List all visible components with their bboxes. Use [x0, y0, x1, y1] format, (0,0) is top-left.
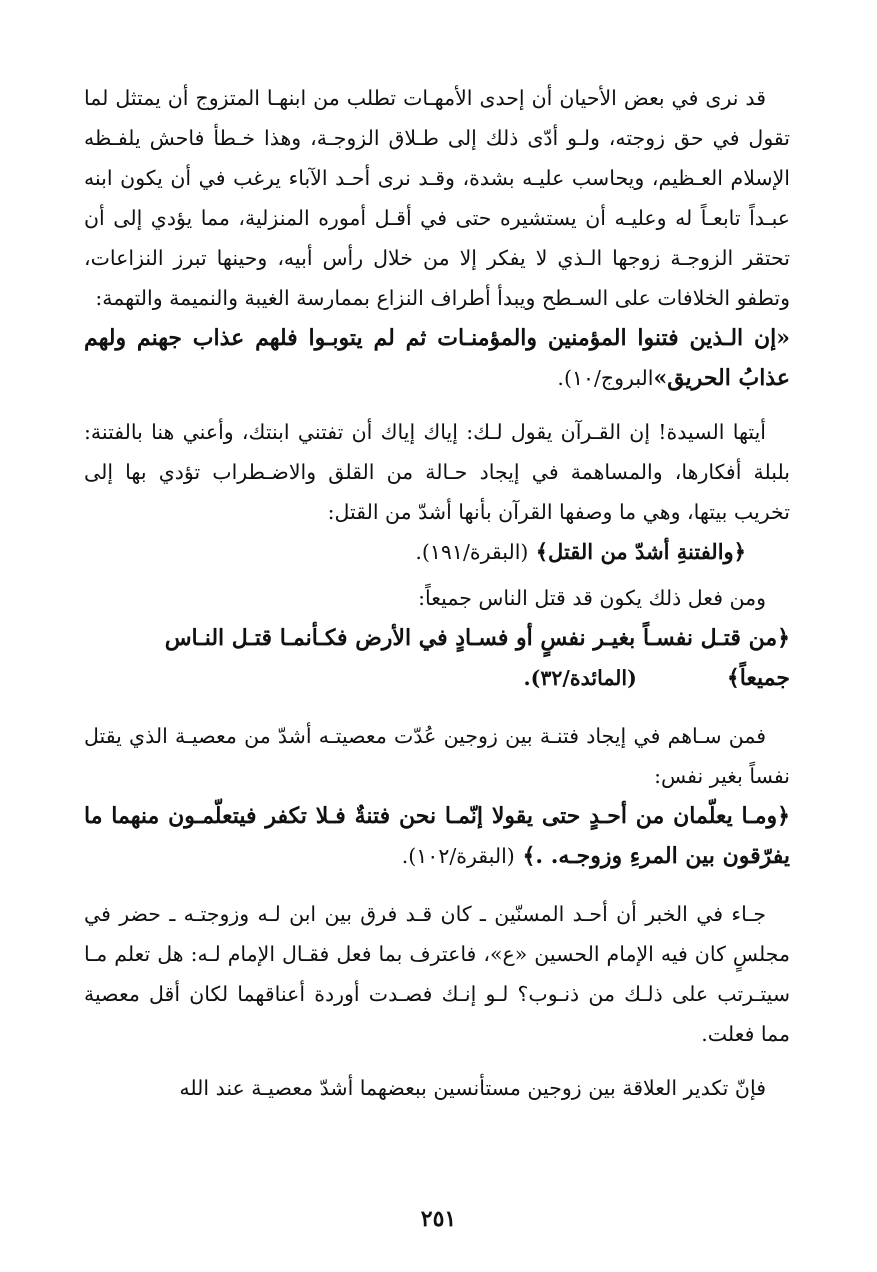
quran-quote-baqara-102 — [84, 796, 790, 876]
quran-quote-maida-line2 — [84, 658, 790, 698]
quote-text: ﴿والفتنةِ أشدّ من القتل﴾ — [535, 539, 746, 564]
quote-reference: (البقرة/١٩١). — [415, 540, 529, 564]
paragraph-fitna-between-spouses: فمن سـاهم في إيجاد فتنـة بين زوجين عُدّت معصيتـه أشدّ من معصيـة الذي يقتل نفساً بغير نفس: — [84, 724, 790, 788]
paragraph-mothers-interference: قد نرى في بعض الأحيان أن إحدى الأمهـات تطلب من ابنهـا المتزوج أن يمتثل لما تقول في حق زوجته، ولـو أدّى ذلك إلى طـلاق الزوجـة، وهذا خـطأ فاحش يلفـظه الإسلام العـظيم، ويحاسب عليـه بشدة، وقـد نرى أحـد الآباء يرغب في أن يكون ابنه عبـداً تابعـاً له وعليـه أن يستشيره حتى في أقـل أموره المنزلية، مما يؤدي إلى أن تحتقر الزوجـة زوجها الـذي لا يفكر إلا من خلال رأس أبيه، وحينها تبرز النزاعات، وتطفو الخلافات على السـطح ويبدأ أطراف النزاع بممارسة الغيبة والنميمة والتهمة: — [84, 86, 790, 310]
quote-reference: (البقرة/١٠٢). — [401, 844, 515, 868]
quote-reference: (المائدة/٣٢). — [523, 666, 637, 690]
quran-quote-maida-line1: ﴿من قتـل نفسـاً بغيـر نفسٍ أو فسـادٍ في الأرض فكـأنمـا قتـل النـاس — [164, 625, 790, 651]
paragraph-imam-hussein-story: جـاء في الخبر أن أحـد المسنّين ـ كان قـد فرق بين ابن لـه وزوجتـه ـ حضر في مجلسٍ كان فيه الإمام الحسين «ع»، فاعترف بما فعل فقـال الإمام لـه: هل تعلم مـا سيتـرتب على ذلـك من ذنـوب؟ لـو إنـك فصـدت أوردة أعناقهما لكان أقل معصية مما فعلت. — [84, 902, 790, 1046]
page-number: ٢٥١ — [420, 1206, 457, 1232]
quran-quote-baqara-191 — [84, 532, 790, 572]
quote-text: جميعاً﴾ — [726, 665, 790, 691]
quote-text: «إن الـذين فتنوا المؤمنين والمؤمنـات ثم لم يتوبـوا فلهم عذاب جهنم ولهم عذابُ الحريق» — [84, 325, 790, 391]
quote-reference: البروج/١٠). — [557, 366, 654, 390]
quote-text: ﴿ومـا يعلّمان من أحـدٍ حتى يقولا إنّمـا نحن فتنةٌ فـلا تكفر فيتعلّمـون منهما ما يفرّقون بين المرءِ وزوجـه. .﴾ — [84, 803, 790, 869]
paragraph-killing-people: ومن فعل ذلك يكون قد قتل الناس جميعاً: — [418, 586, 766, 610]
paragraph-address-to-lady: أيتها السيدة! إن القـرآن يقول لـك: إياك إياك أن تفتني ابنتك، وأعني هنا بالفتنة: بلبلة أفكارها، والمساهمة في إيجاد حـالة من القلق والاضـطراب تؤدي بها إلى تخريب بيتها، وهي ما وصفها القرآن بأنها أشدّ من القتل: — [84, 420, 790, 524]
page-body — [84, 78, 790, 1108]
paragraph-conclusion: فإنّ تكدير العلاقة بين زوجين مستأنسين ببعضهما أشدّ معصيـة عند الله — [179, 1076, 766, 1100]
quran-quote-buruj — [84, 318, 790, 398]
